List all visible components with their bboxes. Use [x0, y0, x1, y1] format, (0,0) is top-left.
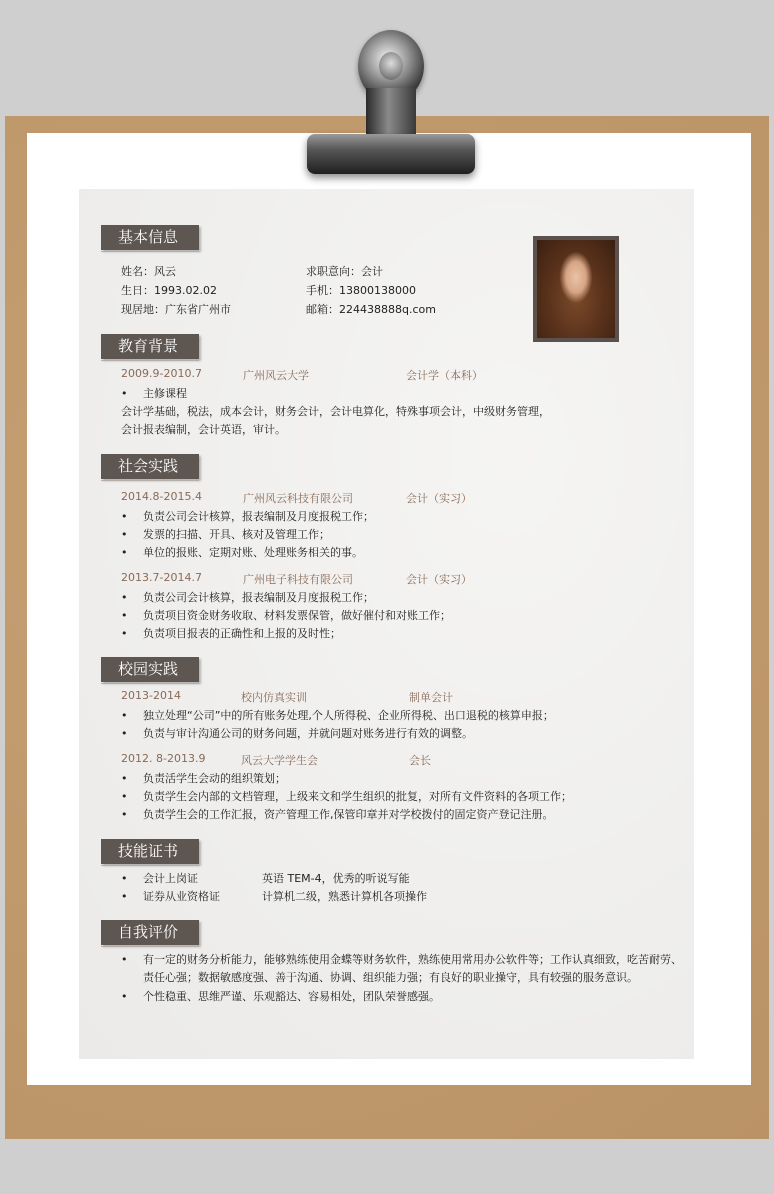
list-item: • 负责项目资金财务收取、材料发票保管，做好催付和对账工作；: [121, 609, 451, 622]
list-item: • 会计上岗证: [121, 872, 198, 885]
list-item: • 负责学生会内部的文档管理，上级来文和学生组织的批复，对所有文件资料的各项工作；: [121, 790, 572, 803]
campus-org: 校内仿真实训: [241, 691, 307, 704]
section-divider: [101, 251, 199, 252]
list-item: • 证券从业资格证: [121, 890, 220, 903]
section-divider: [101, 480, 199, 481]
self-eval-continuation: 责任心强；数据敏感度强、善于沟通、协调、组织能力强；有良好的职业操守，具有较强的服务意识。: [143, 971, 638, 984]
section-header-education: 教育背景: [101, 334, 199, 359]
section-divider: [101, 683, 199, 684]
section-header-social: 社会实践: [101, 454, 199, 479]
list-item: • 发票的扫描、开具、核对及管理工作；: [121, 528, 330, 541]
social-company: 广州风云科技有限公司: [243, 492, 353, 505]
campus-role: 制单会计: [409, 691, 453, 704]
name-field: 姓名：风云: [121, 265, 176, 278]
list-item: • 单位的报账、定期对账、处理账务相关的事。: [121, 546, 363, 559]
list-item: • 有一定的财务分析能力，能够熟练使用金蝶等财务软件，熟练使用常用办公软件等；工作认真细致，吃苦耐劳、: [121, 953, 682, 966]
section-header-self: 自我评价: [101, 920, 199, 945]
edu-major: 会计学（本科）: [406, 369, 483, 382]
list-item: • 独立处理“公司”中的所有账务处理,个人所得税、企业所得税、出口退税的核算申报；: [121, 709, 554, 722]
binder-clip-hole: [379, 52, 403, 80]
campus-org: 风云大学学生会: [241, 754, 318, 767]
list-item: • 负责公司会计核算，报表编制及月度报税工作；: [121, 591, 374, 604]
edu-courses-line: 会计报表编制，会计英语，审计。: [121, 423, 286, 436]
location-field: 现居地：广东省广州市: [121, 303, 231, 316]
social-period: 2013.7-2014.7: [121, 571, 202, 584]
section-header-skills: 技能证书: [101, 839, 199, 864]
list-item: • 个性稳重、思维严谨、乐观豁达、容易相处，团队荣誉感强。: [121, 990, 440, 1003]
section-divider: [101, 865, 199, 866]
email-field: 邮箱：224438888q.com: [306, 303, 436, 316]
list-item: • 负责学生会的工作汇报，资产管理工作,保管印章并对学校拨付的固定资产登记注册。: [121, 808, 554, 821]
portrait-image: [537, 240, 615, 338]
list-item: • 负责项目报表的正确性和上报的及时性；: [121, 627, 341, 640]
section-header-campus: 校园实践: [101, 657, 199, 682]
intent-field: 求职意向：会计: [306, 265, 383, 278]
edu-period: 2009.9-2010.7: [121, 367, 202, 380]
list-item: • 负责活学生会动的组织策划；: [121, 772, 286, 785]
skill-detail: 英语 TEM-4，优秀的听说写能: [262, 872, 410, 885]
section-divider: [101, 946, 199, 947]
skill-detail: 计算机二级，熟悉计算机各项操作: [262, 890, 427, 903]
section-header-basic: 基本信息: [101, 225, 199, 250]
campus-period: 2012. 8-2013.9: [121, 752, 206, 765]
birthday-field: 生日：1993.02.02: [121, 284, 217, 297]
campus-role: 会长: [409, 754, 431, 767]
list-item: • 负责公司会计核算，报表编制及月度报税工作；: [121, 510, 374, 523]
social-role: 会计（实习）: [406, 573, 472, 586]
section-divider: [101, 360, 199, 361]
campus-period: 2013-2014: [121, 689, 181, 702]
social-role: 会计（实习）: [406, 492, 472, 505]
phone-field: 手机：13800138000: [306, 284, 416, 297]
social-period: 2014.8-2015.4: [121, 490, 202, 503]
binder-clip-neck: [366, 88, 416, 138]
list-item: • 主修课程: [121, 387, 187, 400]
profile-photo: [533, 236, 619, 342]
binder-clip-base: [307, 134, 475, 174]
list-item: • 负责与审计沟通公司的财务问题，并就问题对账务进行有效的调整。: [121, 727, 473, 740]
social-company: 广州电子科技有限公司: [243, 573, 353, 586]
edu-courses-line: 会计学基础，税法，成本会计，财务会计，会计电算化，特殊事项会计，中级财务管理，: [121, 405, 550, 418]
edu-school: 广州风云大学: [243, 369, 309, 382]
